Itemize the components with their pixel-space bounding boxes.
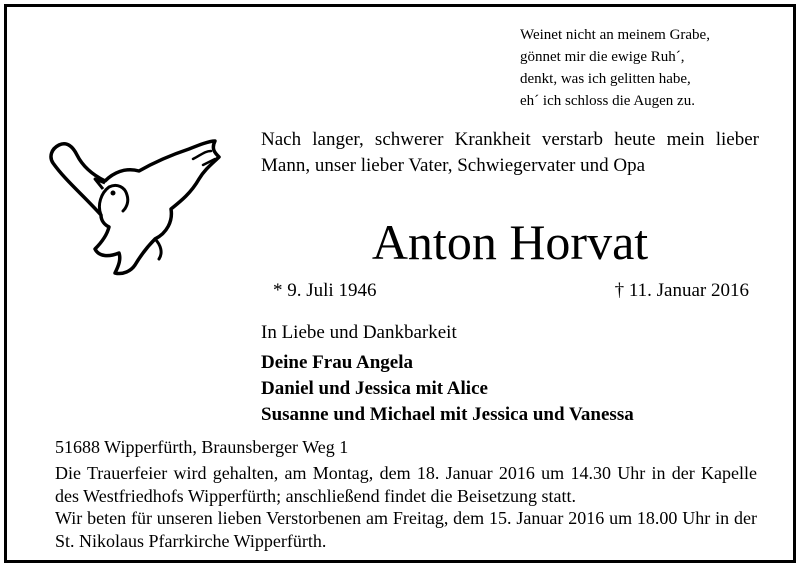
poem-line: denkt, was ich gelitten habe, bbox=[520, 71, 691, 87]
mourner: Susanne und Michael mit Jessica und Vanessa bbox=[261, 404, 634, 425]
poem-line: eh´ ich schloss die Augen zu. bbox=[520, 93, 695, 109]
death-date: † 11. Januar 2016 bbox=[614, 280, 749, 301]
deceased-name: Anton Horvat bbox=[371, 214, 649, 270]
service-details bbox=[55, 462, 757, 552]
thanks-line: In Liebe und Dankbarkeit bbox=[261, 322, 457, 343]
prayer-info: Wir beten für unseren lieben Verstorbenen am Freitag, dem 15. Januar 2016 um 18.00 Uhr in der St. Nikolaus Pfarrkirche Wipperfürth. bbox=[55, 508, 757, 551]
mourner: Deine Frau Angela bbox=[261, 352, 413, 373]
mourner: Daniel und Jessica mit Alice bbox=[261, 378, 488, 399]
life-dates bbox=[273, 278, 749, 304]
intro-text: Nach langer, schwerer Krankheit verstarb heute mein lieber Mann, unser lieber Vater, Schwiegervater und Opa bbox=[261, 129, 759, 176]
obituary-notice bbox=[4, 4, 796, 563]
poem-line: Weinet nicht an meinem Grabe, bbox=[520, 27, 710, 43]
mourners-list bbox=[261, 350, 634, 428]
poem-line: gönnet mir die ewige Ruh´, bbox=[520, 49, 685, 65]
dove-icon bbox=[43, 135, 233, 277]
funeral-info: Die Trauerfeier wird gehalten, am Montag, dem 18. Januar 2016 um 14.30 Uhr in der Kapelle des Westfriedhofs Wipperfürth; anschließend findet die Beisetzung statt. bbox=[55, 463, 757, 506]
poem bbox=[520, 24, 780, 112]
address: 51688 Wipperfürth, Braunsberger Weg 1 bbox=[55, 437, 349, 457]
birth-date: * 9. Juli 1946 bbox=[273, 280, 377, 301]
